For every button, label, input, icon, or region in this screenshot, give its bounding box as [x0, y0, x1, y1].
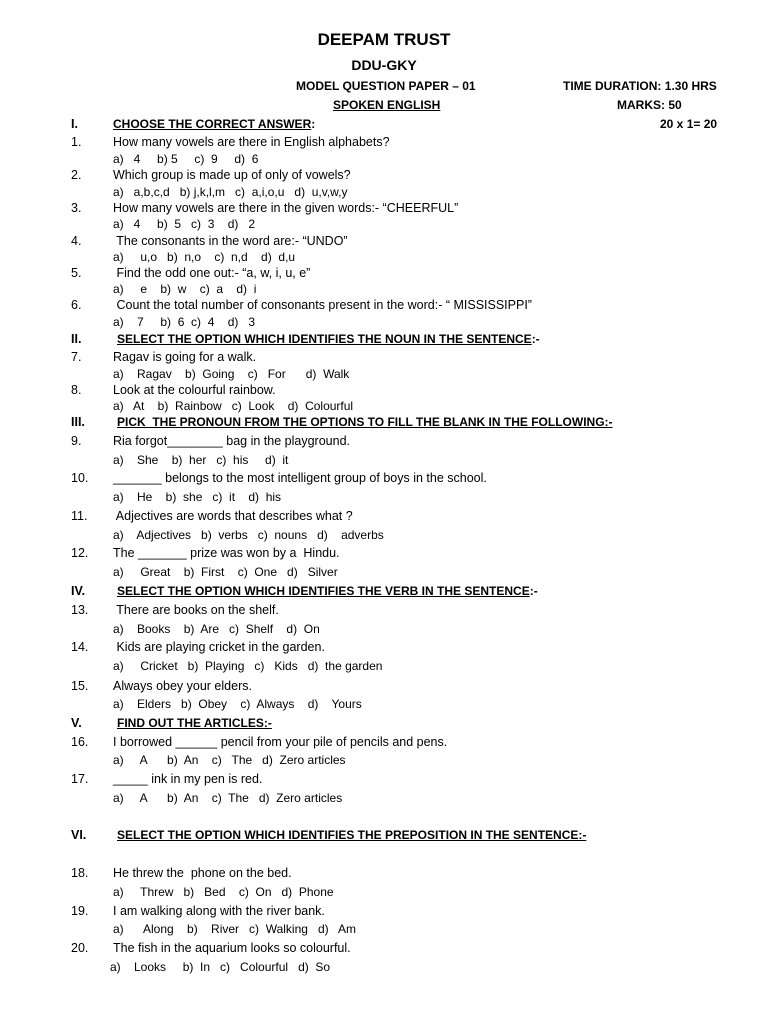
question-options: a) Threw b) Bed c) On d) Phone	[113, 885, 334, 899]
org-title: DEEPAM TRUST	[317, 30, 451, 49]
time-duration: TIME DURATION: 1.30 HRS	[563, 79, 717, 93]
question-text: The consonants in the word are:- “UNDO”	[113, 234, 348, 248]
question-text: Always obey your elders.	[113, 679, 252, 693]
question-number: 20.	[71, 941, 89, 955]
question-number: 1.	[71, 135, 82, 149]
question-options: a) 4 b) 5 c) 9 d) 6	[113, 152, 259, 166]
question-number: 8.	[71, 383, 82, 397]
question-options: a) a,b,c,d b) j,k,l,m c) a,i,o,u d) u,v,w,y	[113, 185, 348, 199]
question-options: a) 7 b) 6 c) 4 d) 3	[113, 315, 256, 329]
section-heading: CHOOSE THE CORRECT ANSWER:	[113, 117, 316, 131]
question-options: a) At b) Rainbow c) Look d) Colourful	[113, 399, 354, 413]
question-text: Which group is made up of only of vowels?	[113, 168, 351, 182]
section-heading: PICK THE PRONOUN FROM THE OPTIONS TO FILL THE BLANK IN THE FOLLOWING:-	[117, 415, 613, 429]
question-text: There are books on the shelf.	[113, 603, 279, 617]
paper-title: MODEL QUESTION PAPER – 01	[296, 79, 476, 93]
question-options: a) He b) she c) it d) his	[113, 490, 282, 504]
question-number: 19.	[71, 904, 89, 918]
section-numeral: I.	[71, 117, 78, 131]
question-number: 5.	[71, 266, 82, 280]
question-options: a) A b) An c) The d) Zero articles	[113, 753, 346, 767]
section-numeral: IV.	[71, 584, 86, 598]
section-numeral: III.	[71, 415, 85, 429]
question-number: 17.	[71, 772, 89, 786]
total-marks: MARKS: 50	[617, 98, 682, 112]
question-number: 4.	[71, 234, 82, 248]
question-text: The fish in the aquarium looks so colourful.	[113, 941, 351, 955]
section-heading: SELECT THE OPTION WHICH IDENTIFIES THE PREPOSITION IN THE SENTENCE:-	[117, 828, 587, 842]
question-text: I am walking along with the river bank.	[113, 904, 325, 918]
question-text: The _______ prize was won by a Hindu.	[113, 546, 340, 560]
question-text: Look at the colourful rainbow.	[113, 383, 276, 397]
question-options: a) Ragav b) Going c) For d) Walk	[113, 367, 350, 381]
question-number: 18.	[71, 866, 89, 880]
question-number: 11.	[71, 509, 88, 523]
question-number: 16.	[71, 735, 89, 749]
section-heading: SELECT THE OPTION WHICH IDENTIFIES THE VERB IN THE SENTENCE:-	[117, 584, 538, 598]
question-text: He threw the phone on the bed.	[113, 866, 292, 880]
question-text: Ria forgot________ bag in the playground.	[113, 434, 350, 448]
question-number: 9.	[71, 434, 82, 448]
question-options: a) e b) w c) a d) i	[113, 282, 257, 296]
question-text: How many vowels are there in English alphabets?	[113, 135, 390, 149]
question-number: 7.	[71, 350, 82, 364]
question-number: 10.	[71, 471, 89, 485]
question-options: a) 4 b) 5 c) 3 d) 2	[113, 217, 256, 231]
question-text: Kids are playing cricket in the garden.	[113, 640, 325, 654]
question-options: a) Looks b) In c) Colourful d) So	[110, 960, 331, 974]
question-text: Count the total number of consonants present in the word:- “ MISSISSIPPI”	[113, 298, 532, 312]
question-number: 12.	[71, 546, 89, 560]
question-options: a) Along b) River c) Walking d) Am	[113, 922, 356, 936]
question-options: a) Great b) First c) One d) Silver	[113, 565, 338, 579]
program-title: DDU-GKY	[351, 57, 417, 73]
question-options: a) Adjectives b) verbs c) nouns d) adverbs	[113, 528, 384, 542]
question-options: a) Cricket b) Playing c) Kids d) the garden	[113, 659, 383, 673]
section-numeral: V.	[71, 716, 82, 730]
section-heading: SELECT THE OPTION WHICH IDENTIFIES THE NOUN IN THE SENTENCE:-	[117, 332, 540, 346]
question-number: 6.	[71, 298, 82, 312]
question-text: _____ ink in my pen is red.	[113, 772, 263, 786]
question-number: 2.	[71, 168, 82, 182]
section-numeral: VI.	[71, 828, 87, 842]
question-text: Adjectives are words that describes what ?	[113, 509, 353, 523]
question-number: 13.	[71, 603, 89, 617]
question-text: How many vowels are there in the given words:- “CHEERFUL”	[113, 201, 459, 215]
question-number: 15.	[71, 679, 89, 693]
question-number: 14.	[71, 640, 89, 654]
question-text: I borrowed ______ pencil from your pile of pencils and pens.	[113, 735, 448, 749]
question-options: a) Elders b) Obey c) Always d) Yours	[113, 697, 362, 711]
question-options: a) A b) An c) The d) Zero articles	[113, 791, 343, 805]
subject-title: SPOKEN ENGLISH	[333, 98, 441, 112]
question-options: a) Books b) Are c) Shelf d) On	[113, 622, 320, 636]
section-marks: 20 x 1= 20	[660, 117, 718, 131]
question-text: Find the odd one out:- “a, w, i, u, e”	[113, 266, 311, 280]
section-numeral: II.	[71, 332, 82, 346]
question-text: Ragav is going for a walk.	[113, 350, 257, 364]
question-options: a) u,o b) n,o c) n,d d) d,u	[113, 250, 296, 264]
question-options: a) She b) her c) his d) it	[113, 453, 289, 467]
section-heading: FIND OUT THE ARTICLES:-	[117, 716, 272, 730]
question-text: _______ belongs to the most intelligent group of boys in the school.	[113, 471, 487, 485]
question-number: 3.	[71, 201, 82, 215]
